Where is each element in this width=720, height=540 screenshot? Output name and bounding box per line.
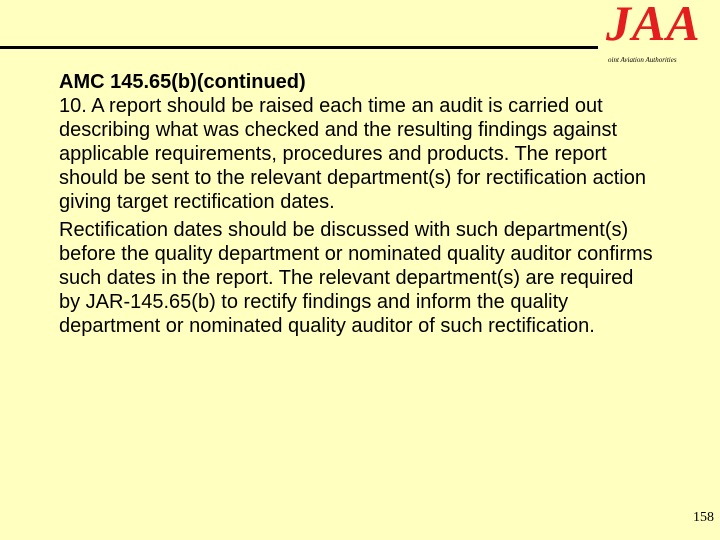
slide-heading: AMC 145.65(b)(continued): [59, 71, 306, 93]
paragraph-2: Rectification dates should be discussed with such department(s) before the quality department or nominated quality auditor confirms such dates in the report. The relevant department(s) are required by JAR-145.65(b) to rectify findings and inform the quality department or nominated quality auditor of such rectification.: [59, 219, 653, 337]
header-rule: [0, 46, 598, 49]
logo-letters: JAA: [606, 0, 701, 51]
logo-tagline: oint Aviation Authorities: [608, 56, 677, 64]
paragraph-1: 10. A report should be raised each time an audit is carried out describing what was checked and the resulting findings against applicable requirements, procedures and products. The report should be sent to the relevant department(s) for rectification action giving target rectification dates.: [59, 95, 646, 213]
jaa-logo: [604, 2, 718, 66]
slide-content: [59, 70, 659, 342]
page-number: 158: [693, 510, 714, 525]
